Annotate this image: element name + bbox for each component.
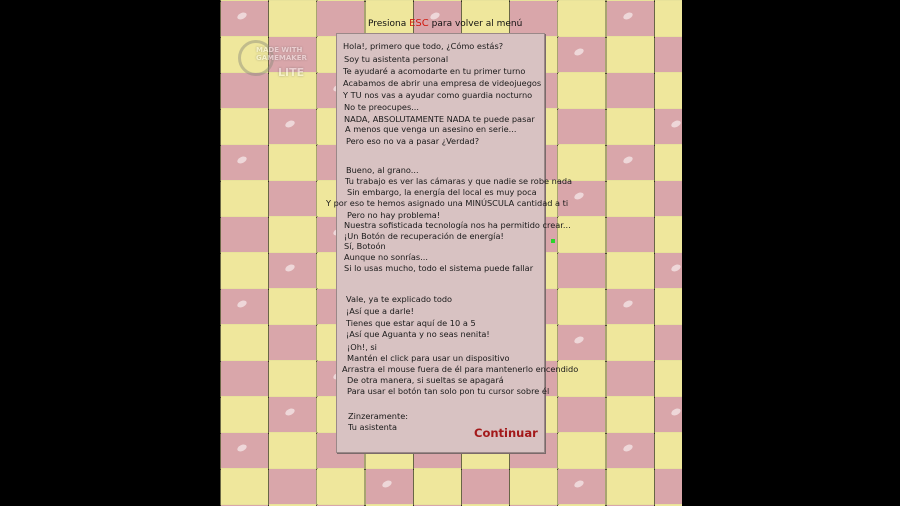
- letter-line: Hola!, primero que todo, ¿Cómo estás?: [343, 41, 504, 51]
- letter-line: Tu trabajo es ver las cámaras y que nadie se robe nada: [345, 176, 573, 186]
- floor-tile: [269, 145, 316, 180]
- floor-stain-icon: [284, 407, 296, 417]
- floor-tile: [607, 469, 654, 504]
- floor-tile: [269, 181, 316, 216]
- letter-line: Pero eso no va a pasar ¿Verdad?: [346, 136, 480, 146]
- letter-line: Sí, Botoón: [344, 241, 386, 251]
- floor-tile: [607, 73, 654, 108]
- floor-tile: [655, 469, 682, 504]
- floor-tile: [221, 253, 268, 288]
- floor-tile: [607, 1, 654, 36]
- floor-tile: [558, 289, 605, 324]
- floor-tile: [655, 289, 682, 324]
- floor-tile: [221, 325, 268, 360]
- floor-tile: [558, 109, 605, 144]
- logo-text: MADE WITH GAMEMAKER: [256, 46, 307, 62]
- letter-line: De otra manera, si sueltas se apagará: [347, 375, 504, 385]
- floor-tile: [221, 145, 268, 180]
- floor-tile: [221, 109, 268, 144]
- floor-tile: [607, 145, 654, 180]
- floor-stain-icon: [574, 335, 586, 345]
- esc-hint-suffix: para volver al menú: [431, 19, 523, 29]
- letter-line: Si lo usas mucho, todo el sistema puede fallar: [344, 263, 534, 273]
- floor-tile: [558, 397, 605, 432]
- floor-tile: [269, 217, 316, 252]
- floor-tile: [221, 289, 268, 324]
- floor-tile: [269, 253, 316, 288]
- letter-line: Sin embargo, la energía del local es muy poca: [347, 187, 537, 197]
- letter-line: Tu asistenta: [348, 422, 398, 432]
- floor-tile: [269, 469, 316, 504]
- letter-line: Y TU nos vas a ayudar como guardia nocturno: [343, 90, 533, 100]
- floor-tile: [558, 37, 605, 72]
- letter-line: No te preocupes...: [344, 102, 420, 112]
- floor-tile: [558, 433, 605, 468]
- letter-line: Zinzeramente:: [348, 411, 408, 421]
- continue-button[interactable]: Continuar: [474, 426, 538, 440]
- floor-tile: [221, 1, 268, 36]
- floor-tile: [655, 253, 682, 288]
- floor-stain-icon: [236, 11, 248, 21]
- floor-stain-icon: [622, 155, 634, 165]
- floor-tile: [510, 469, 557, 504]
- esc-key-label: ESC: [409, 18, 429, 29]
- floor-stain-icon: [574, 479, 586, 489]
- floor-stain-icon: [574, 47, 586, 57]
- floor-tile: [414, 469, 461, 504]
- letter-line: Te ayudaré a acomodarte en tu primer turno: [343, 66, 526, 76]
- esc-hint: [368, 18, 522, 29]
- floor-tile: [269, 397, 316, 432]
- floor-tile: [607, 433, 654, 468]
- floor-tile: [221, 217, 268, 252]
- floor-tile: [317, 1, 364, 36]
- floor-stain-icon: [236, 155, 248, 165]
- letter-line: ¡Un Botón de recuperación de energía!: [344, 231, 504, 241]
- floor-tile: [558, 145, 605, 180]
- logo-lite: LITE: [278, 66, 305, 79]
- floor-tile: [221, 469, 268, 504]
- floor-tile: [655, 37, 682, 72]
- letter-line: Y por eso te hemos asignado una MINÚSCULA cantidad a ti: [326, 198, 569, 208]
- floor-tile: [607, 361, 654, 396]
- floor-tile: [269, 325, 316, 360]
- floor-tile: [221, 397, 268, 432]
- letter-line: ¡Así que Aguanta y no seas nenita!: [346, 329, 490, 339]
- floor-stain-icon: [236, 299, 248, 309]
- gamemaker-logo: [238, 36, 312, 84]
- esc-hint-prefix: Presiona: [368, 19, 407, 29]
- floor-tile: [558, 73, 605, 108]
- floor-tile: [655, 1, 682, 36]
- floor-tile: [221, 181, 268, 216]
- floor-tile: [366, 469, 413, 504]
- floor-stain-icon: [622, 443, 634, 453]
- floor-stain-icon: [236, 443, 248, 453]
- floor-tile: [269, 109, 316, 144]
- floor-tile: [221, 361, 268, 396]
- floor-stain-icon: [622, 11, 634, 21]
- floor-tile: [317, 469, 364, 504]
- letter-line: Para usar el botón tan solo pon tu cursor sobre él: [347, 386, 550, 396]
- floor-tile: [558, 253, 605, 288]
- floor-stain-icon: [574, 191, 586, 201]
- letter-line: Soy tu asistenta personal: [344, 54, 449, 64]
- letter-line: Arrastra el mouse fuera de él para mantenerlo encendido: [342, 364, 579, 374]
- letter-line: Bueno, al grano...: [346, 165, 419, 175]
- floor-tile: [269, 1, 316, 36]
- floor-tile: [607, 325, 654, 360]
- floor-stain-icon: [284, 119, 296, 129]
- floor-tile: [655, 433, 682, 468]
- floor-tile: [269, 361, 316, 396]
- floor-tile: [558, 325, 605, 360]
- floor-stain-icon: [670, 263, 682, 273]
- letter-line: Nuestra sofisticada tecnología nos ha permitido crear...: [344, 220, 571, 230]
- letter-line: Aunque no sonrías...: [344, 252, 429, 262]
- floor-tile: [655, 361, 682, 396]
- mouse-cursor-marker: [551, 239, 555, 243]
- letter-line: Vale, ya te explicado todo: [346, 294, 453, 304]
- floor-tile: [607, 253, 654, 288]
- floor-stain-icon: [622, 299, 634, 309]
- floor-tile: [607, 289, 654, 324]
- floor-tile: [607, 109, 654, 144]
- letter-line: Mantén el click para usar un dispositivo: [347, 353, 510, 363]
- floor-tile: [655, 73, 682, 108]
- letter-line: ¡Así que a darle!: [346, 306, 414, 316]
- letter-line: Pero no hay problema!: [347, 210, 441, 220]
- letter-line: A menos que venga un asesino en serie...: [345, 124, 517, 134]
- floor-tile: [221, 433, 268, 468]
- floor-tile: [607, 397, 654, 432]
- letter-line: NADA, ABSOLUTAMENTE NADA te puede pasar: [344, 114, 535, 124]
- letter-line: ¡Oh!, si: [347, 342, 377, 352]
- floor-tile: [655, 217, 682, 252]
- floor-stain-icon: [284, 263, 296, 273]
- floor-tile: [462, 469, 509, 504]
- floor-tile: [607, 37, 654, 72]
- letter-line: Tienes que estar aquí de 10 a 5: [346, 318, 476, 328]
- floor-tile: [655, 145, 682, 180]
- floor-tile: [607, 217, 654, 252]
- floor-tile: [655, 325, 682, 360]
- floor-tile: [269, 289, 316, 324]
- floor-tile: [558, 1, 605, 36]
- floor-tile: [655, 181, 682, 216]
- floor-stain-icon: [381, 479, 393, 489]
- floor-stain-icon: [670, 119, 682, 129]
- floor-tile: [655, 397, 682, 432]
- floor-tile: [607, 181, 654, 216]
- floor-tile: [655, 109, 682, 144]
- floor-tile: [558, 469, 605, 504]
- floor-stain-icon: [670, 407, 682, 417]
- floor-tile: [269, 433, 316, 468]
- letter-line: Acabamos de abrir una empresa de videojuegos: [343, 78, 542, 88]
